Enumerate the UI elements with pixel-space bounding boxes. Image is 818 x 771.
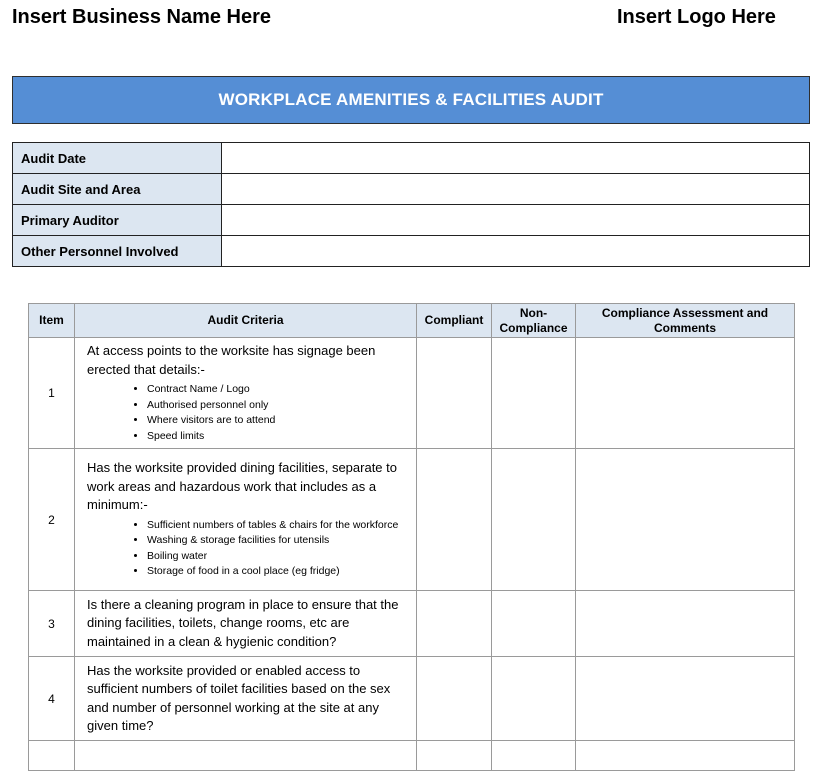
criteria-text: Has the worksite provided dining facilities, separate to work areas and hazardous work that includes as a minimum:- [87, 460, 397, 513]
compliant-cell[interactable] [417, 657, 492, 741]
criteria-bullet: • Contract Name / Logo [147, 382, 406, 398]
logo-placeholder: Insert Logo Here [617, 6, 776, 28]
compliant-cell[interactable] [417, 449, 492, 591]
empty-cell[interactable] [576, 741, 795, 771]
table-row [29, 657, 795, 741]
criteria-bullet: • Authorised personnel only [147, 398, 406, 414]
table-row [29, 449, 795, 591]
audit-info-table [12, 142, 810, 267]
info-value-field[interactable] [222, 236, 810, 267]
info-row [13, 174, 810, 205]
audit-criteria-cell [75, 657, 417, 741]
table-row [29, 591, 795, 657]
criteria-text: Is there a cleaning program in place to ensure that the dining facilities, toilets, change rooms, etc are maintained in a clean & hygienic condition? [87, 596, 399, 649]
item-number: 4 [29, 657, 75, 741]
non-compliance-cell[interactable] [492, 449, 576, 591]
non-compliance-cell[interactable] [492, 657, 576, 741]
form-title: WORKPLACE AMENITIES & FACILITIES AUDIT [218, 90, 604, 109]
comments-cell[interactable] [576, 449, 795, 591]
comments-cell[interactable] [576, 591, 795, 657]
audit-criteria-cell [75, 449, 417, 591]
table-row [29, 338, 795, 449]
criteria-bullet: • Storage of food in a cool place (eg fridge) [147, 564, 406, 580]
comments-cell[interactable] [576, 338, 795, 449]
criteria-bullet-list [87, 382, 406, 444]
info-label: Audit Date [13, 143, 222, 174]
table-row [29, 741, 795, 771]
info-value-field[interactable] [222, 174, 810, 205]
header-comments: Compliance Assessment and Comments [576, 304, 795, 338]
form-title-banner [12, 76, 810, 124]
criteria-bullet-list [87, 518, 406, 580]
criteria-text: At access points to the worksite has signage been erected that details:- [87, 343, 376, 377]
audit-table-header-row [29, 304, 795, 338]
info-row [13, 205, 810, 236]
audit-criteria-cell [75, 591, 417, 657]
info-value-field[interactable] [222, 143, 810, 174]
item-number: 2 [29, 449, 75, 591]
header-audit-criteria: Audit Criteria [75, 304, 417, 338]
criteria-bullet: • Boiling water [147, 549, 406, 565]
info-row [13, 236, 810, 267]
audit-criteria-table [28, 303, 795, 771]
compliant-cell[interactable] [417, 591, 492, 657]
business-name-placeholder: Insert Business Name Here [12, 6, 272, 28]
header-non-compliance: Non- Compliance [492, 304, 576, 338]
info-value-field[interactable] [222, 205, 810, 236]
empty-cell [29, 741, 75, 771]
non-compliance-cell[interactable] [492, 591, 576, 657]
empty-cell[interactable] [417, 741, 492, 771]
criteria-bullet: • Where visitors are to attend [147, 413, 406, 429]
audit-criteria-cell [75, 338, 417, 449]
info-label: Other Personnel Involved [13, 236, 222, 267]
info-label: Audit Site and Area [13, 174, 222, 205]
criteria-bullet: • Washing & storage facilities for utensils [147, 533, 406, 549]
empty-cell[interactable] [492, 741, 576, 771]
criteria-bullet: • Sufficient numbers of tables & chairs for the workforce [147, 518, 406, 534]
info-row [13, 143, 810, 174]
item-number: 1 [29, 338, 75, 449]
criteria-bullet: • Speed limits [147, 429, 406, 445]
info-label: Primary Auditor [13, 205, 222, 236]
criteria-text: Has the worksite provided or enabled access to sufficient numbers of toilet facilities based on the sex and number of personnel working at the site at any given time? [87, 662, 391, 733]
header-compliant: Compliant [417, 304, 492, 338]
item-number: 3 [29, 591, 75, 657]
comments-cell[interactable] [576, 657, 795, 741]
compliant-cell[interactable] [417, 338, 492, 449]
non-compliance-cell[interactable] [492, 338, 576, 449]
empty-cell [75, 741, 417, 771]
header-item: Item [29, 304, 75, 338]
